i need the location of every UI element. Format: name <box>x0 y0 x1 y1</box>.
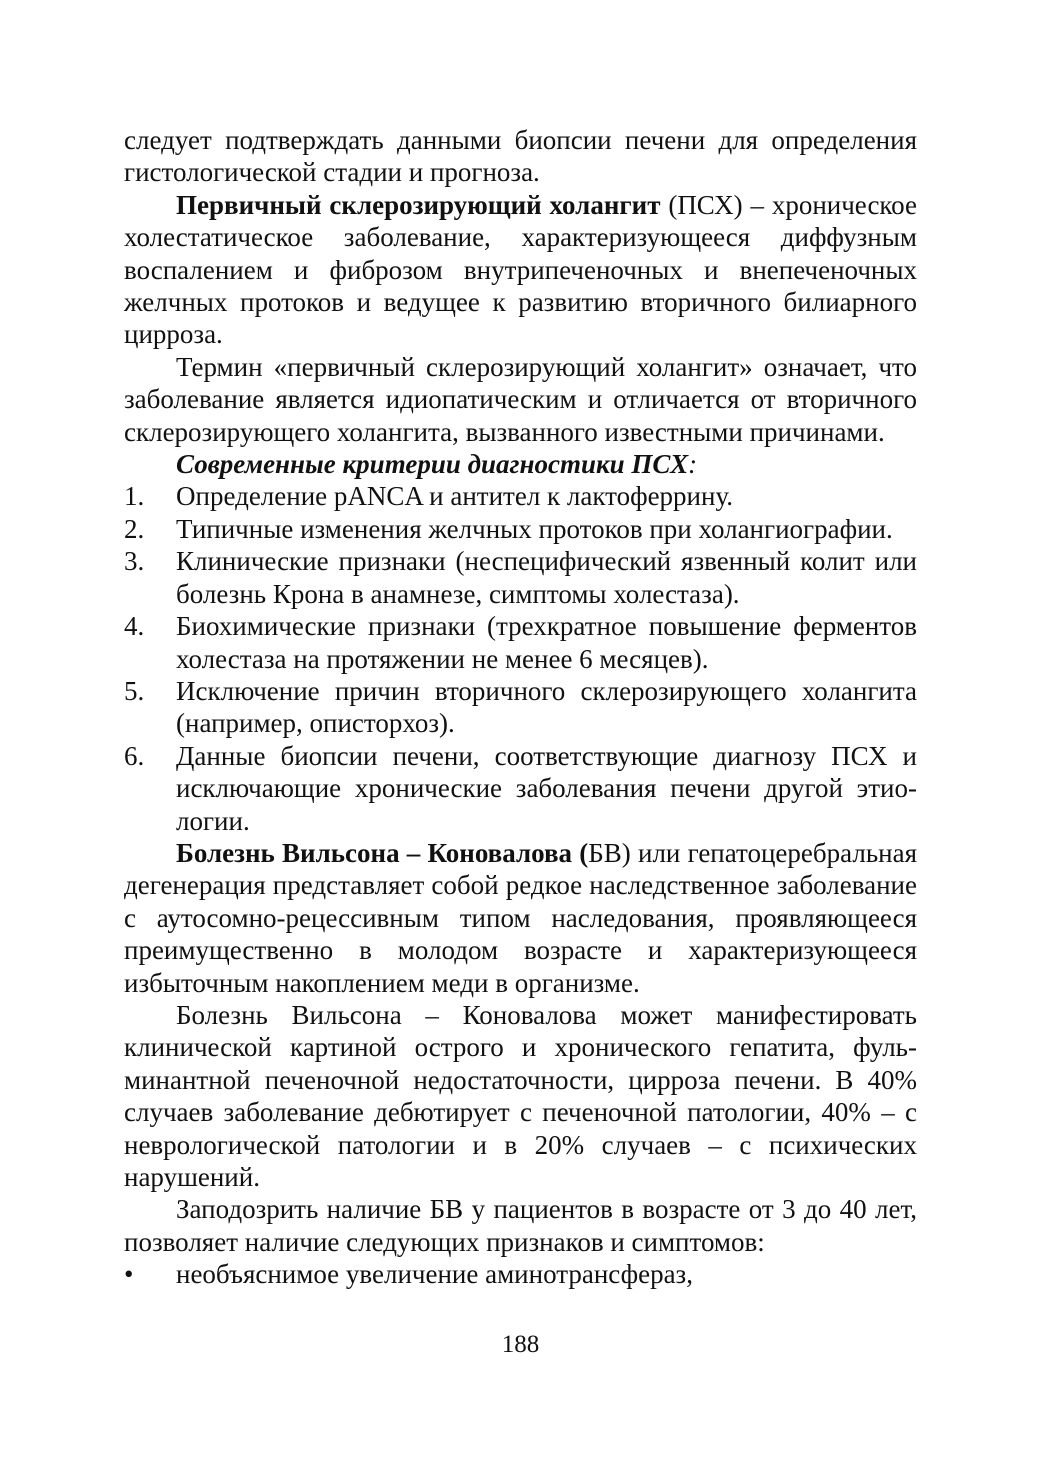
list-number: 4. <box>124 611 145 642</box>
list-item-text: Клинические признаки (неспецифический язвенный колит или болезнь Крона в анамнезе, симптомы холестаза). <box>176 546 917 609</box>
list-item-text: необъяснимое увеличение аминотрансфераз, <box>176 1259 693 1290</box>
list-item <box>124 513 917 545</box>
symptom-list <box>124 1258 917 1290</box>
list-item <box>124 1258 917 1290</box>
list-number: 5. <box>124 675 145 706</box>
wilson-definition-text: БВ) или гепатоцеребральная дегенерация представляет собой редкое наследственное заболевание с аутосомно-рецессивным типом наследования, проявляющееся преимущественно в молодом возрасте и характеризующееся избыточным накоплением меди в организме. <box>124 837 917 998</box>
criteria-heading-text: Современные критерии диагностики ПСХ <box>176 449 689 480</box>
list-number: 2. <box>124 513 145 544</box>
criteria-list <box>124 480 917 836</box>
paragraph-psc-definition <box>124 189 917 351</box>
list-item-text: Определение pANCA и антител к лактоферрину. <box>176 481 733 512</box>
list-item <box>124 480 917 512</box>
term-psc: Первичный склерозирующий холангит <box>176 189 661 220</box>
psc-definition-text: (ПСХ) – хроническое холестатическое заболевание, характеризующееся диффузным воспалением и фиброзом внутрипеченочных и внепеченочных желчных протоков и ведущее к развитию вторичного билиарного цирроза. <box>124 189 917 350</box>
list-item-text: Данные биопсии печени, соответствующие диагнозу ПСХ и исключающие хронические заболевания печени другой этиологии. <box>176 740 917 836</box>
list-number: 3. <box>124 546 145 577</box>
paragraph-wilson-suspect: Заподозрить наличие БВ у пациентов в возрасте от 3 до 40 лет, позволяет наличие следующих признаков и симптомов: <box>124 1194 917 1257</box>
list-number: 6. <box>124 740 145 771</box>
page-body <box>124 124 917 1291</box>
paragraph-wilson-definition <box>124 837 917 999</box>
term-wilson: Болезнь Вильсона – Коновалова ( <box>176 837 589 868</box>
paragraph-wilson-manifestation: Болезнь Вильсона – Коновалова может манифестировать клинической картиной острого и хронического гепатита, фульминантной печеночной недостаточности, цирроза печени. В 40% случаев заболевание дебютирует с печеночной патологии, 40% – с неврологической патологии и в 20% случаев – с психических нарушений. <box>124 999 917 1192</box>
paragraph-psc-term: Термин «первичный склерозирующий холангит» означает, что заболевание является идиопатическим и отличается от вторичного склерозирующего холангита, вызванного известными причинами. <box>124 351 917 447</box>
list-number: 1. <box>124 481 145 512</box>
list-item <box>124 675 917 740</box>
criteria-heading-colon: : <box>688 449 698 480</box>
list-item <box>124 610 917 675</box>
list-item <box>124 545 917 610</box>
bullet-mark: • <box>124 1259 134 1290</box>
criteria-heading <box>124 448 917 480</box>
list-item <box>124 740 917 837</box>
list-item-text: Типичные изменения желчных протоков при холангиографии. <box>176 513 893 544</box>
list-item-text: Биохимические признаки (трехкратное повышение ферментов холестаза на протяжении не менее 6 месяцев). <box>176 611 917 674</box>
paragraph-biopsy: следует подтверждать данными биопсии печени для определения гистологической стадии и прогноза. <box>124 125 917 188</box>
page-number: 188 <box>501 1331 540 1358</box>
list-item-text: Исключение причин вторичного склерозирующего холангита (например, описторхоз). <box>176 675 917 739</box>
